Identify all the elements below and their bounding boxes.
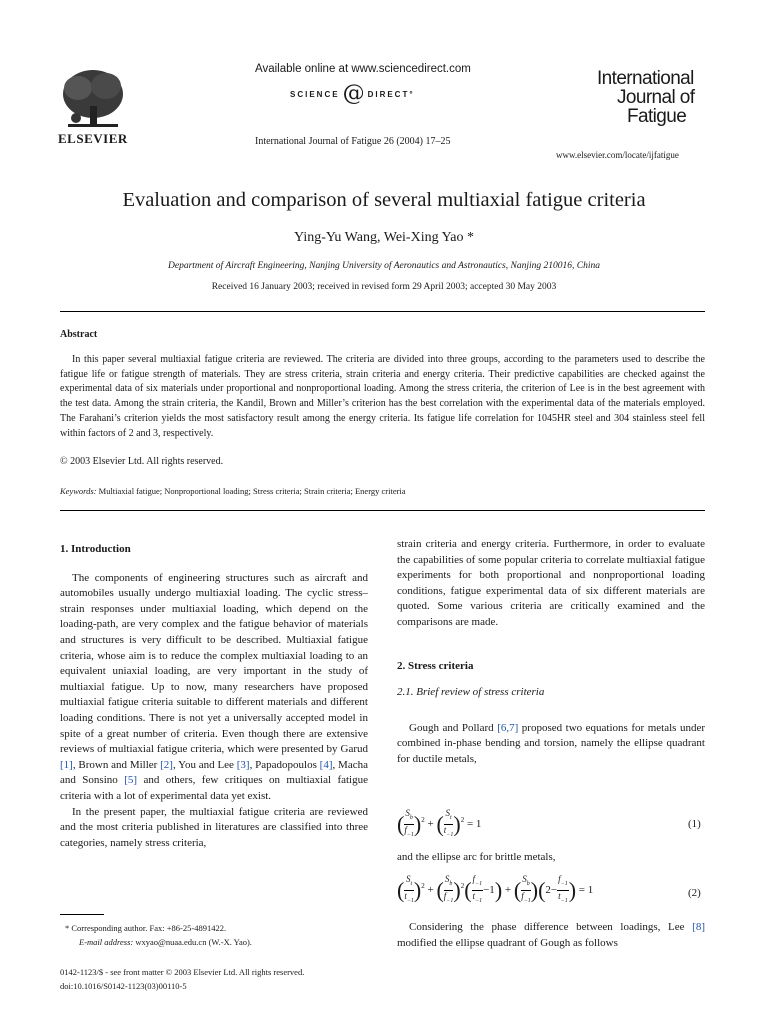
right-column — [397, 537, 705, 768]
journal-title-line-3: Fatigue — [627, 106, 687, 127]
sciencedirect-left: SCIENCE — [290, 89, 340, 99]
keywords-label: Keywords: — [60, 486, 97, 496]
sciencedirect-logo — [290, 81, 415, 106]
journal-url-link[interactable]: www.elsevier.com/locate/ijfatigue — [556, 150, 679, 160]
received-dates: Received 16 January 2003; received in revised form 29 April 2003; accepted 30 May 2003 — [211, 282, 557, 292]
ref-link-4[interactable]: [4] — [319, 758, 333, 771]
footnote — [65, 922, 252, 949]
email-line: E-mail address: wxyao@nuaa.edu.cn (W.-X. Yao). — [79, 936, 252, 947]
issn-doi-block — [60, 966, 304, 993]
lee-paragraph: Considering the phase difference between loadings, Lee [8] modified the ellipse quadrant of Gough as follows — [397, 921, 705, 949]
ref-link-8[interactable]: [8] — [692, 921, 705, 933]
brittle-metals-text: and the ellipse arc for brittle metals, — [397, 851, 556, 863]
issn-line: 0142-1123/$ - see front matter © 2003 Elsevier Ltd. All rights reserved. — [60, 967, 305, 977]
equation-2-number: (2) — [688, 887, 701, 899]
email-link[interactable]: wxyao@nuaa.edu.cn (W.-X. Yao). — [133, 936, 252, 947]
affiliation: Department of Aircraft Engineering, Nanjing University of Aeronautics and Astronautics, Nanjing 210016, China — [168, 261, 600, 271]
ref-link-2[interactable]: [2] — [160, 758, 173, 771]
footnote-divider — [60, 914, 104, 915]
intro-paragraph-1: The components of engineering structures such as aircraft and automobiles usually undergo multiaxial loading. The cyclic stress–strain responses under multiaxial loading, which depend on the loading-path, are very complex and the fatigue behavior of materials and structures is very difficult to be described. Multiaxial fatigue criteria, whose aim is to reduce the complex multiaxial loading to an equivalent uniaxial loading, are very important in the study of multiaxial fatigue. Up to now, many researchers have proposed multiaxial fatigue criteria suitable to different materials and different loading conditions. There is not yet a universally accepted model in spite of a great number of criteria. Even though there are extensive reviews of multiaxial fatigue criteria, which were presented by Garud [1], Brown and Miller [2], You and Lee [3], Papadopoulos [4], Macha and Sonsino [5] and others, few critiques on multiaxial fatigue criteria with a lot of experimental data yet exist. — [60, 571, 368, 802]
ref-link-5[interactable]: [5] — [124, 774, 138, 787]
journal-title-line-1: International — [597, 68, 694, 89]
ref-link-3[interactable]: [3] — [236, 758, 250, 771]
keywords-list: Multiaxial fatigue; Nonproportional loading; Stress criteria; Strain criteria; Energy criteria — [98, 486, 406, 496]
abstract-copyright: © 2003 Elsevier Ltd. All rights reserved. — [60, 456, 224, 467]
doi-line[interactable]: doi:10.1016/S0142-1123(03)00110-5 — [60, 980, 187, 991]
left-column — [60, 543, 368, 851]
equation-1: ( $\frac{S_b}{f_{-1}}$ )$^2$ + ( $\frac{S_t}{t_{-1}}$ )$^2$ = 1 — [397, 808, 482, 838]
intro-paragraph-2: In the present paper, the multiaxial fatigue criteria are reviewed and the most criteria published in literatures are classified into three categories, namely stress criteria, — [60, 805, 368, 849]
stress-criteria-heading: 2. Stress criteria — [397, 659, 474, 672]
ref-link-6-7[interactable]: [6,7] — [497, 721, 519, 734]
journal-title-line-2: Journal of — [617, 87, 695, 108]
journal-citation: International Journal of Fatigue 26 (2004) 17–25 — [255, 136, 451, 147]
divider-top — [60, 311, 705, 312]
intro-heading: 1. Introduction — [60, 543, 131, 555]
sciencedirect-at-icon: @ — [342, 81, 365, 106]
equation-2: ( $\frac{S_t}{t_{-1}}$ )$^2$ + ( $\frac{S_b}{f_{-1}}$ )$^2$( $\frac{f_{-1}}{t_{-1}}$ −1) + ( $\frac{S_b}{f_{-1}}$ )(2− $\frac{f_{-1}}{t_{-1}}$ ) = 1 — [397, 874, 594, 904]
corresponding-author: * Corresponding author. Fax: +86-25-4891422. — [65, 923, 227, 933]
gough-paragraph: Gough and Pollard [6,7] proposed two equations for metals under combined in-phase bending and torsion, namely the ellipse quadrant for ductile metals, — [397, 721, 705, 765]
elsevier-wordmark: ELSEVIER — [58, 131, 128, 146]
abstract-text: In this paper several multiaxial fatigue criteria are reviewed. The criteria are divided into three groups, according to the parameters used to describe the fatigue life or fatigue strength of materials. They are stress criteria, strain criteria and energy criteria. Their predictive capabilities are checked against the experimental data of six materials under proportional and nonproportional loading. Among the stress criteria, the criterion of Lee is in the best agreement with the test data. Among the strain criteria, the Kandil, Brown and Miller’s criterion has the best correlation with the experimental data of the materials employed. The Farahani’s criterion yields the most satisfactory result among the energy criteria. Its fatigue life correlation for 1045HR steel and 304 stainless steel fell within factors of 2 and 3, respectively. — [60, 354, 705, 439]
divider-bottom — [60, 510, 705, 511]
abstract-heading: Abstract — [60, 329, 98, 340]
right-paragraph-1: strain criteria and energy criteria. Furthermore, in order to evaluate the capabilities of some popular criteria to correlate multiaxial fatigue experiments for both proportional and nonproportional loading conditions, fatigue experimental data of six different materials are quoted. Some various criteria are critically examined and the comparisons are made. — [397, 538, 705, 628]
ref-link-1[interactable]: [1] — [60, 758, 73, 771]
keywords — [60, 486, 406, 496]
stress-review-subheading: 2.1. Brief review of stress criteria — [397, 686, 545, 699]
available-online-text: Available online at www.sciencedirect.com — [255, 63, 471, 75]
journal-title-logo — [597, 69, 694, 126]
equation-1-number: (1) — [688, 818, 701, 830]
authors: Ying-Yu Wang, Wei-Xing Yao * — [293, 230, 474, 245]
sciencedirect-right: DIRECT° — [367, 89, 415, 99]
paper-title: Evaluation and comparison of several multiaxial fatigue criteria — [122, 189, 646, 211]
